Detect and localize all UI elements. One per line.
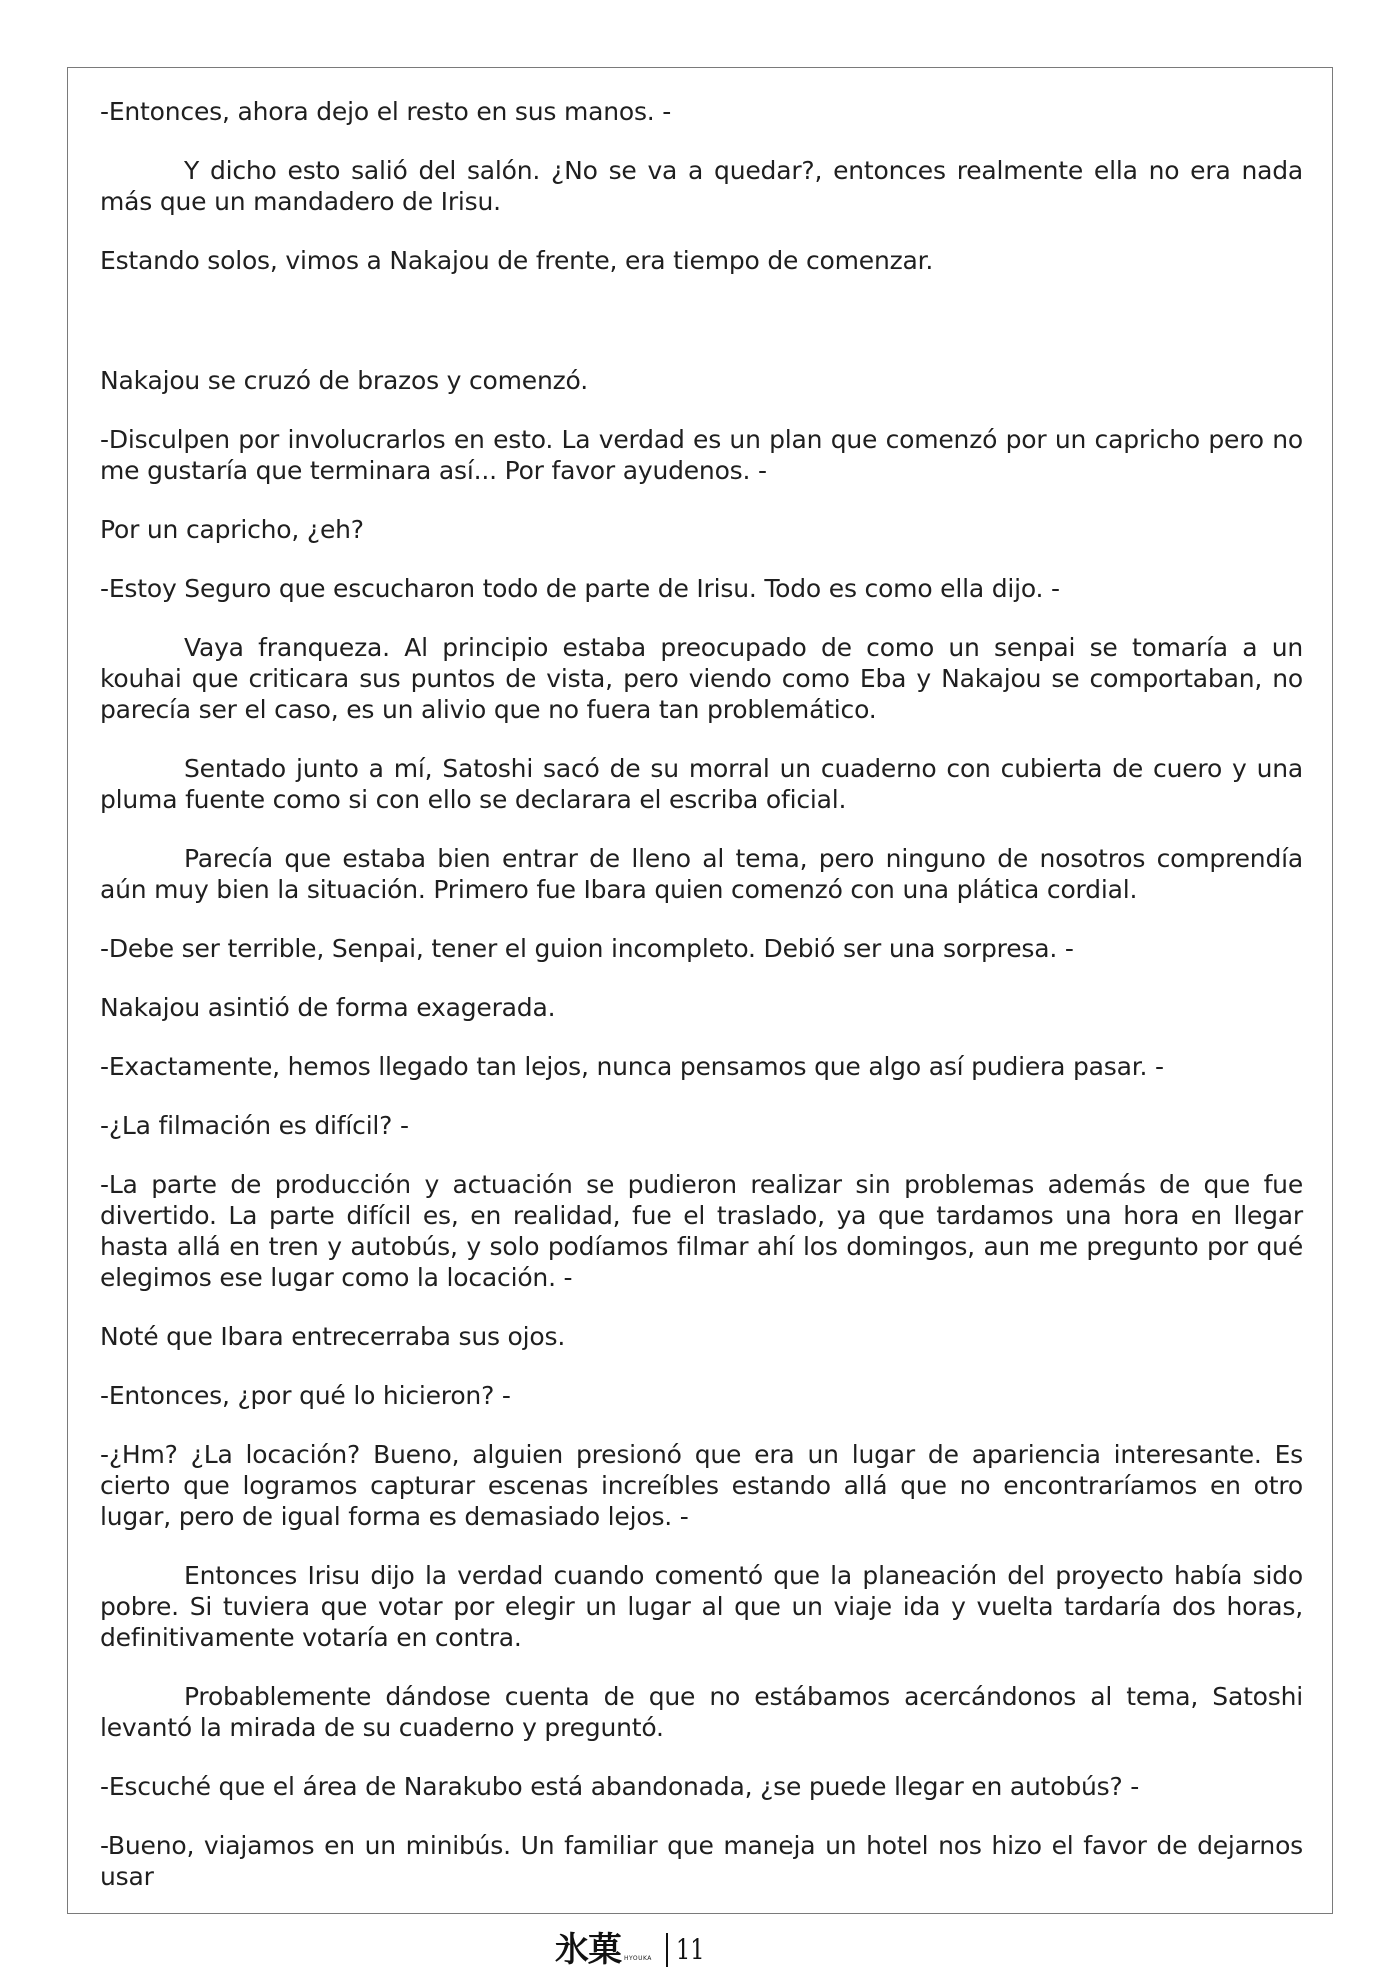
logo-subtext: HYOUKA [624,1955,652,1962]
paragraph-5: -Disculpen por involucrarlos en esto. La verdad es un plan que comenzó por un capricho pero no me gustaría que terminara así... Por favor ayudenos. - [100,425,1303,485]
paragraph-13: -Exactamente, hemos llegado tan lejos, nunca pensamos que algo así pudiera pasar. - [100,1052,1164,1081]
logo-kanji: 氷菓 [555,1930,621,1970]
paragraph-18: -¿Hm? ¿La locación? Bueno, alguien presionó que era un lugar de apariencia interesante. Es cierto que logramos capturar escenas increíbles estando allá que no encontraríamos en otro lugar, pero de igual forma es demasiado lejos. - [100,1440,1303,1531]
page-footer [555,1930,712,1970]
paragraph-6: Por un capricho, ¿eh? [100,515,364,544]
paragraph-15: -La parte de producción y actuación se pudieron realizar sin problemas además de que fue divertido. La parte difícil es, en realidad, fue el traslado, ya que tardamos una hora en llegar hasta allá en tren y autobús, y solo podíamos filmar ahí los domingos, aun me pregunto por qué elegimos ese lugar como la locación. - [100,1170,1303,1292]
paragraph-19: Entonces Irisu dijo la verdad cuando comentó que la planeación del proyecto había sido pobre. Si tuviera que votar por elegir un lugar al que un viaje ida y vuelta tardaría dos horas, definitivamente votaría en contra. [100,1561,1303,1652]
paragraph-9: Sentado junto a mí, Satoshi sacó de su morral un cuaderno con cubierta de cuero y una pluma fuente como si con ello se declarara el escriba oficial. [100,754,1303,814]
paragraph-12: Nakajou asintió de forma exagerada. [100,993,556,1022]
paragraph-7: -Estoy Seguro que escucharon todo de parte de Irisu. Todo es como ella dijo. - [100,574,1060,603]
paragraph-11: -Debe ser terrible, Senpai, tener el guion incompleto. Debió ser una sorpresa. - [100,934,1074,963]
paragraph-17: -Entonces, ¿por qué lo hicieron? - [100,1381,511,1410]
page-frame [67,67,1333,1914]
footer-divider [666,1933,668,1967]
paragraph-16: Noté que Ibara entrecerraba sus ojos. [100,1322,566,1351]
paragraph-14: -¿La filmación es difícil? - [100,1111,409,1140]
paragraph-21: -Escuché que el área de Narakubo está abandonada, ¿se puede llegar en autobús? - [100,1772,1140,1801]
paragraph-1: -Entonces, ahora dejo el resto en sus manos. - [100,97,672,126]
paragraph-10: Parecía que estaba bien entrar de lleno al tema, pero ninguno de nosotros comprendía aún muy bien la situación. Primero fue Ibara quien comenzó con una plática cordial. [100,844,1303,904]
text-body [100,96,1303,1914]
paragraph-20: Probablemente dándose cuenta de que no estábamos acercándonos al tema, Satoshi levantó la mirada de su cuaderno y preguntó. [100,1682,1303,1742]
paragraph-4: Nakajou se cruzó de brazos y comenzó. [100,366,588,395]
paragraph-3: Estando solos, vimos a Nakajou de frente, era tiempo de comenzar. [100,246,934,275]
page-number: 11 [675,1933,705,1966]
paragraph-2: Y dicho esto salió del salón. ¿No se va a quedar?, entonces realmente ella no era nada más que un mandadero de Irisu. [100,156,1303,216]
paragraph-8: Vaya franqueza. Al principio estaba preocupado de como un senpai se tomaría a un kouhai que criticara sus puntos de vista, pero viendo como Eba y Nakajou se comportaban, no parecía ser el caso, es un alivio que no fuera tan problemático. [100,633,1303,724]
paragraph-22: -Bueno, viajamos en un minibús. Un familiar que maneja un hotel nos hizo el favor de dejarnos usar [100,1831,1303,1891]
hyouka-logo [555,1932,652,1968]
